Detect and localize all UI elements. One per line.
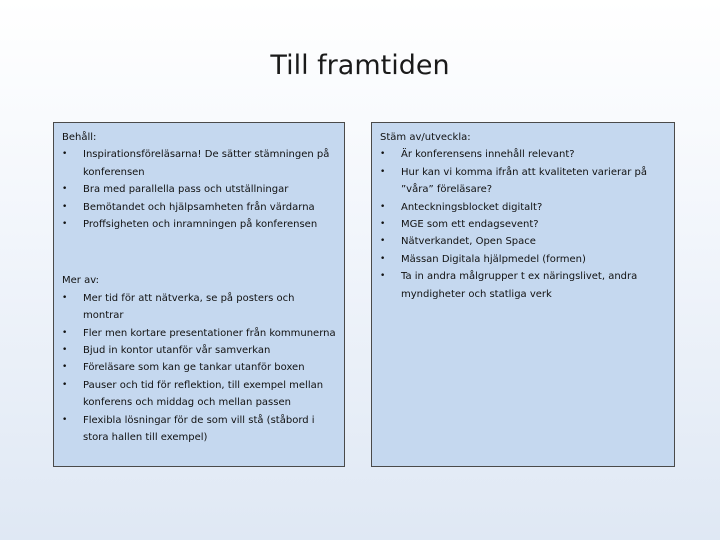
- list-item: • Ta in andra målgrupper t ex näringslivet, andra myndigheter och statliga verk: [380, 268, 666, 303]
- keep-heading: Behåll:: [62, 132, 97, 143]
- section-spacer: [62, 233, 336, 272]
- list-item: • Bjud in kontor utanför vår samverkan: [62, 342, 336, 359]
- review-develop-panel: [371, 122, 675, 467]
- list-item: • Anteckningsblocket digitalt?: [380, 199, 666, 216]
- keep-list: [62, 146, 336, 233]
- review-list: [380, 146, 666, 303]
- list-item: • MGE som ett endagsevent?: [380, 216, 666, 233]
- review-heading: Stäm av/utveckla:: [380, 132, 471, 143]
- slide-title: Till framtiden: [270, 50, 450, 81]
- list-item: • Pauser och tid för reflektion, till exempel mellan konferens och middag och mellan passen: [62, 377, 336, 412]
- more-list: [62, 290, 336, 447]
- keep-and-more-panel: [53, 122, 345, 467]
- list-item: • Bra med parallella pass och utställningar: [62, 181, 336, 198]
- more-heading: Mer av:: [62, 275, 99, 287]
- list-item: • Proffsigheten och inramningen på konferensen: [62, 216, 336, 233]
- list-item: • Fler men kortare presentationer från kommunerna: [62, 325, 336, 342]
- list-item: • Flexibla lösningar för de som vill stå (ståbord i stora hallen till exempel): [62, 412, 336, 447]
- list-item: • Inspirationsföreläsarna! De sätter stämningen på konferensen: [62, 146, 336, 181]
- list-item: • Mässan Digitala hjälpmedel (formen): [380, 251, 666, 268]
- list-item: • Är konferensens innehåll relevant?: [380, 146, 666, 163]
- list-item: • Nätverkandet, Open Space: [380, 233, 666, 250]
- list-item: • Mer tid för att nätverka, se på posters och montrar: [62, 290, 336, 325]
- list-item: • Bemötandet och hjälpsamheten från värdarna: [62, 199, 336, 216]
- list-item: • Föreläsare som kan ge tankar utanför boxen: [62, 359, 336, 376]
- list-item: • Hur kan vi komma ifrån att kvaliteten varierar på ”våra” föreläsare?: [380, 164, 666, 199]
